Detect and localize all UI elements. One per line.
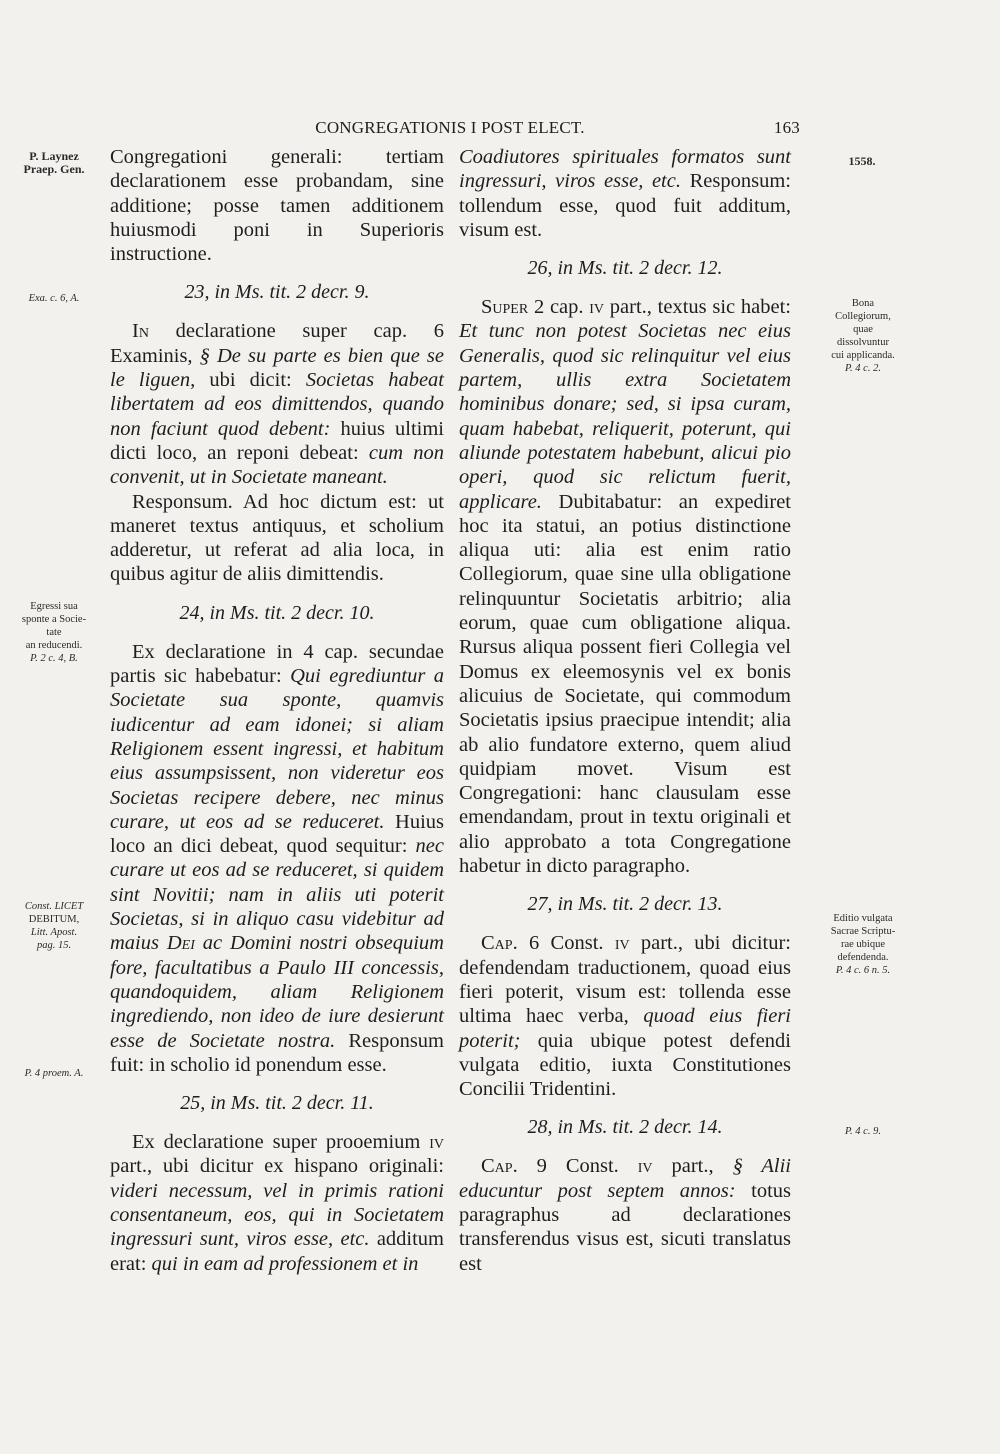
small-caps-word: iv xyxy=(614,932,630,955)
section-heading-27: 27, in Ms. tit. 2 decr. 13. xyxy=(527,893,723,916)
margin-note-line: Collegiorum, xyxy=(835,311,891,322)
margin-note-const xyxy=(8,900,100,952)
year-label: 1558. xyxy=(848,154,876,168)
small-caps-word: iv xyxy=(589,296,605,319)
text-run: 6 Const. xyxy=(517,932,615,955)
text-run: totus paragraphus ad declarationes transferendus visus est, sicuti translatus est xyxy=(459,1179,792,1275)
italic-run: Coadiutores spirituales formatos sunt ingressuri, viros esse, etc. xyxy=(459,146,791,193)
text-run: additum erat: xyxy=(110,1228,445,1275)
margin-note-egressi xyxy=(8,600,100,665)
margin-note-ref: P. 4 c. 6 n. 5. xyxy=(835,965,891,976)
text-run: ubi dicit: xyxy=(195,369,306,392)
margin-note-line: sponte a Socie- xyxy=(21,614,87,625)
section-heading-23: 23, in Ms. tit. 2 decr. 9. xyxy=(184,281,370,304)
paragraph-26 xyxy=(459,295,791,878)
margin-note-line: tate xyxy=(46,627,62,638)
text-run: Huius loco an dici debeat, quod sequitur: xyxy=(110,810,444,858)
italic-run: Qui egrediuntur a Societate sua sponte, quamvis iudicentur ad eam idonei; si aliam Religionem essent ingressi, et habitum eius assumpsissent, non videretur eos Societas recipere debere, nec minus curare, ut eos ad se reduceret. xyxy=(110,665,444,833)
margin-note-p4c9: P. 4 c. 9. xyxy=(845,1126,881,1137)
margin-note-line: Sacrae Scriptu- xyxy=(830,926,896,937)
margin-note-editio xyxy=(808,912,918,977)
italic-run: Societas habeat libertatem ad eos dimittendos, quando non faciunt quod debent: xyxy=(110,369,444,440)
small-caps-word: iv xyxy=(637,1155,653,1178)
italic-run: Et tunc non potest Societas nec eius Generalis, quod sic relinquitur vel eius partem, ullis extra Societatem hominibus donare; sed, si ipsa curam, quam habebat, reliquerit, poterunt, qui aliunde potestatem habebunt, alicui pio operi, quod sic relictum fuerit, applicare. xyxy=(459,320,791,513)
text-run: part., ubi dicitur ex hispano originali: xyxy=(110,1155,444,1178)
text-run: huius ultimi dicti loco, an reponi debeat: xyxy=(110,417,444,464)
italic-run: § De su parte es bien que se le liguen, xyxy=(110,344,444,392)
small-caps-word: iv xyxy=(429,1131,444,1154)
left-column xyxy=(110,145,444,1276)
italic-run: ac Domini nostri obsequium fore, facultatibus a Paulo III concessis, quandoquidem, aliam Religionem ingrediendo, non ideo de iure desierunt esse de Societate nostra. xyxy=(110,932,444,1052)
small-caps-word: In xyxy=(132,320,149,343)
margin-year xyxy=(812,155,912,168)
margin-note-line: Const. LICET xyxy=(24,901,84,912)
text-run: Dubitabatur: an expediret hoc ita statui, an potius distinctione aliqua uti: alia est enim ratio Collegiorum, quae sine ulla obligatione relinquuntur Societatis arbitrio; alia eorum, quae cum obligatione aliqua. Rursus aliqua possent fieri Collegia vel Domus ex eleemosynis vel ex bonis alicuius de Societate, qui commodum Societatis ipsius praecipue intendit; alia ab alio fundatore externo, quem aliud quidpiam movet. Visum est Congregationi: hanc clausulam esse emendandam, prout in textu originali et alio approbato a tota Congregatione habetur in dicto paragrapho. xyxy=(459,490,791,878)
italic-run: cum non convenit, ut in Societate maneant. xyxy=(110,441,444,489)
margin-author-title: Praep. Gen. xyxy=(23,162,85,176)
margin-note-proem: P. 4 proem. A. xyxy=(24,1068,84,1079)
paragraph-24 xyxy=(110,640,444,1077)
margin-note-ref: P. 2 c. 4, B. xyxy=(30,653,78,664)
text-run: Ex declaratione in 4 cap. secundae partis sic habebatur: xyxy=(110,640,444,688)
small-caps-word: Dei xyxy=(166,932,195,955)
page-number: 163 xyxy=(773,118,800,137)
margin-note-bona xyxy=(808,297,918,375)
paragraph-continued xyxy=(459,145,791,242)
right-column xyxy=(459,145,791,1276)
margin-note-line: Bona xyxy=(851,298,875,309)
margin-note-line: dissolvuntur xyxy=(837,337,889,348)
italic-run: videri necessum, vel in primis rationi consentaneum, eos, qui in Societatem ingressuri sunt, viros esse, etc. xyxy=(110,1179,444,1251)
text-run: part., textus sic habet: xyxy=(604,296,791,319)
margin-note-line: an reducendi. xyxy=(25,640,83,651)
text-run: Responsum fuit: in scholio id ponendum esse. xyxy=(110,1029,444,1076)
section-heading-26: 26, in Ms. tit. 2 decr. 12. xyxy=(527,257,723,280)
margin-note-line: pag. 15. xyxy=(36,940,72,951)
text-run: quia ubique potest defendi vulgata editio, iuxta Constitutiones Concilii Tridentini. xyxy=(459,1029,791,1101)
text-run: part., xyxy=(652,1155,733,1178)
italic-run: quoad eius fieri poterit; xyxy=(459,1005,792,1052)
paragraph-23-response: Responsum. Ad hoc dictum est: ut maneret textus antiquus, et scholium adderetur, ut referat ad alia loca, in quibus agitur de aliis dimittendis. xyxy=(110,490,444,586)
italic-run: § Alii educuntur post septem annos: xyxy=(459,1155,791,1202)
text-run: 9 Const. xyxy=(517,1155,638,1178)
margin-note-line: DEBITUM, xyxy=(28,914,80,925)
italic-run: nec curare ut eos ad se reduceret, si quidem sint Novitii; nam in aliis uti poterit Societas, si in aliquo casu videbitur ad maius xyxy=(110,835,444,955)
small-caps-word: Cap. xyxy=(481,1155,518,1178)
margin-note-ref: P. 4 c. 2. xyxy=(845,363,881,374)
margin-note-line: Editio vulgata xyxy=(833,913,893,924)
paragraph-25 xyxy=(110,1130,444,1276)
text-run: Ex declaratione super prooemium xyxy=(132,1131,430,1154)
section-heading-24: 24, in Ms. tit. 2 decr. 10. xyxy=(179,601,375,624)
text-run: declaratione super cap. 6 Examinis, xyxy=(110,320,444,367)
margin-note-exa: Exa. c. 6, A. xyxy=(28,293,80,304)
text-run: Responsum: tollendum esse, quod fuit additum, visum est. xyxy=(459,170,791,241)
margin-author-name: P. Laynez xyxy=(29,149,79,163)
section-heading-25: 25, in Ms. tit. 2 decr. 11. xyxy=(180,1092,374,1115)
section-heading-28: 28, in Ms. tit. 2 decr. 14. xyxy=(527,1116,723,1139)
margin-note-line: defendenda. xyxy=(837,952,889,963)
italic-run: qui in eam ad professionem et in xyxy=(151,1252,419,1275)
text-run: part., ubi dicitur: defendendam traductionem, quoad eius fieri poterit, visum est: tollenda esse ultima haec verba, xyxy=(459,932,791,1028)
margin-note-line: Egressi sua xyxy=(30,601,78,612)
text-run: 2 cap. xyxy=(528,296,590,319)
margin-note-line: rae ubique xyxy=(840,939,886,950)
paragraph-23-question xyxy=(110,319,444,489)
paragraph: Congregationi generali: tertiam declarationem esse probandam, sine additione; posse tamen additionem huiusmodi poni in Superioris instructione. xyxy=(110,146,444,266)
running-title: CONGREGATIONIS I POST ELECT. xyxy=(315,118,585,137)
margin-note-line: quae xyxy=(853,324,873,335)
margin-note-author xyxy=(8,150,100,176)
paragraph-27 xyxy=(459,931,791,1101)
paragraph-28 xyxy=(459,1154,791,1275)
margin-note-line: cui applicanda. xyxy=(831,350,895,361)
small-caps-word: Super xyxy=(481,296,529,319)
margin-note-line: Litt. Apost. xyxy=(30,927,78,938)
small-caps-word: Cap. xyxy=(481,932,518,955)
